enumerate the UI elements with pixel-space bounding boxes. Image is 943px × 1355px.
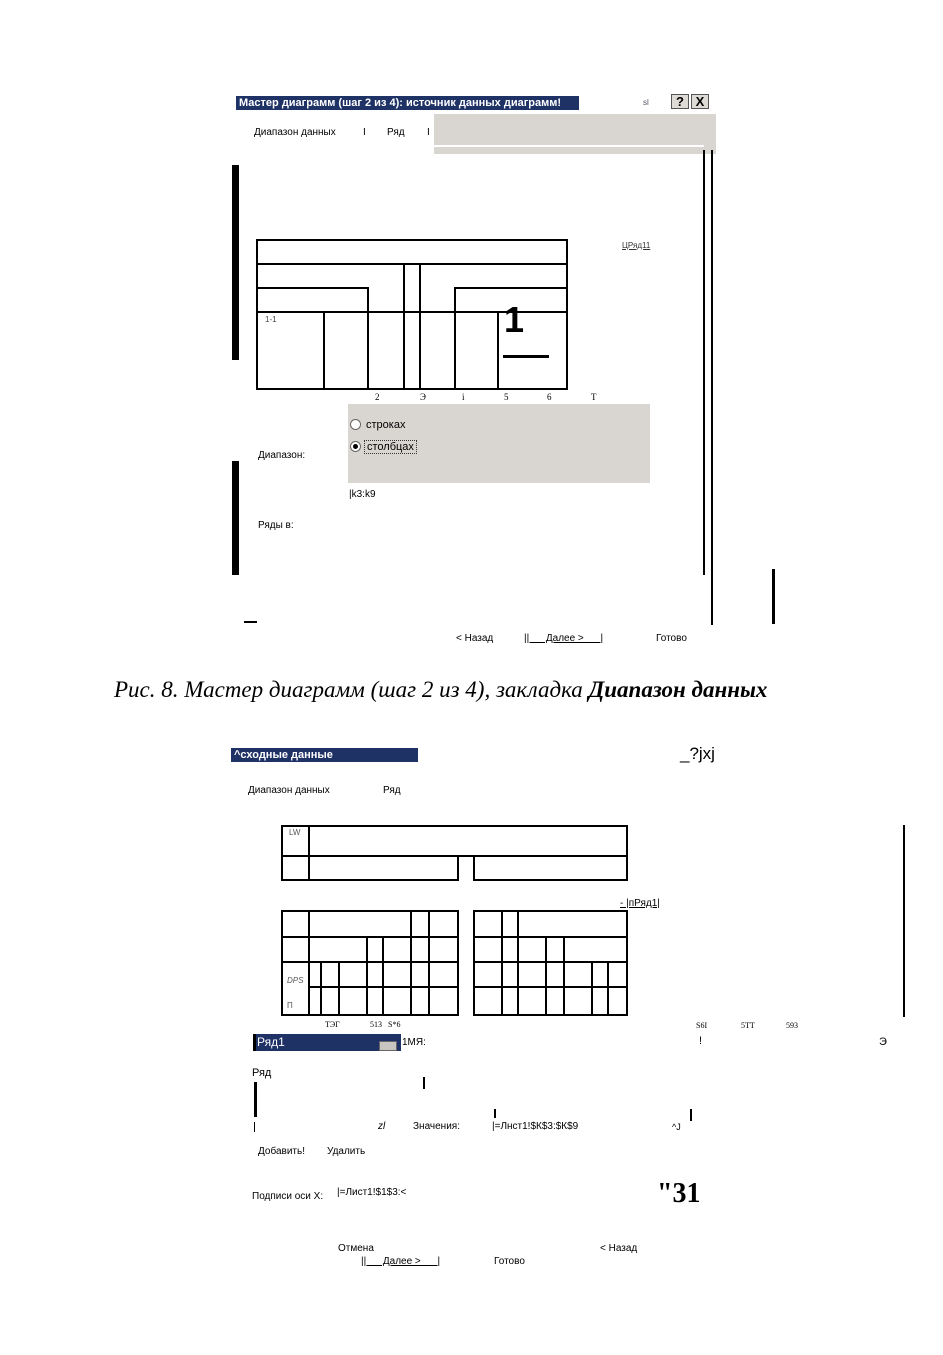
right-border-line <box>903 825 905 1017</box>
chart-column-line <box>497 311 499 389</box>
range-label: Диапазон: <box>258 450 306 461</box>
right-border-line <box>703 150 705 575</box>
back-button[interactable]: < Назад <box>600 1243 638 1254</box>
left-border-bar <box>232 165 239 360</box>
next-button[interactable]: || Далее > | <box>524 633 604 644</box>
chart-row-label: DPS <box>287 976 304 985</box>
add-button[interactable]: Добавить! <box>258 1146 305 1157</box>
chart-big-digit-underline <box>503 355 549 358</box>
close-button[interactable]: X <box>691 94 709 109</box>
dialog-2-title-bar: ^сходные данные <box>231 748 418 762</box>
chart-column-line <box>308 825 310 881</box>
x-axis-labels-label: Подписи оси X: <box>252 1191 324 1202</box>
finish-button[interactable]: Готово <box>656 633 687 644</box>
caption-prefix: Рис. 8. Мастер диаграмм (шаг 2 из 4), закладка <box>114 677 589 702</box>
axis-label: T <box>591 392 597 402</box>
tab-separator: I <box>427 127 430 138</box>
dialog-1-title-fragment: sl <box>643 98 649 107</box>
dialog-1 <box>0 0 943 660</box>
axis-label: 5TT <box>741 1021 755 1030</box>
dialog-2-window-controls[interactable]: _?jxj <box>680 744 715 763</box>
chart-column-line <box>323 311 325 389</box>
back-button[interactable]: < Назад <box>456 633 494 644</box>
chart-column-line <box>320 961 322 1016</box>
chart-gridline <box>256 263 568 265</box>
tab-range[interactable]: Диапазон данных <box>248 785 330 796</box>
collapse-button[interactable]: ^J <box>672 1122 681 1132</box>
chart-preview-right <box>473 910 628 1016</box>
tab-range[interactable]: Диапазон данных <box>254 127 336 138</box>
chart-gridline <box>473 961 628 963</box>
axis-label: 2 <box>375 392 380 402</box>
chart-column-line <box>382 936 384 1016</box>
series-list-selected-label: Ряд1 <box>257 1035 285 1049</box>
axis-label: i <box>462 392 465 402</box>
series-scroll-label: 1МЯ: <box>402 1037 426 1048</box>
chart-preview-top <box>281 825 628 881</box>
next-button[interactable]: || Далее > | <box>361 1256 441 1267</box>
tab-strip-background <box>434 114 716 154</box>
chart-row-label: П <box>287 1001 293 1010</box>
help-button[interactable]: ? <box>671 94 689 109</box>
page-number: "31 <box>657 1178 701 1209</box>
values-label: Значения: <box>413 1121 460 1132</box>
delete-button[interactable]: Удалить <box>327 1146 366 1157</box>
corner-mark <box>244 621 257 623</box>
series-list-scroll-button[interactable] <box>379 1041 397 1051</box>
chart-column-line <box>545 936 547 1016</box>
dialog-2 <box>0 700 943 1355</box>
chart-gridline <box>473 986 628 988</box>
radio-rows[interactable] <box>350 419 361 430</box>
collapse-button-tick <box>690 1109 692 1121</box>
tab-series[interactable]: Ряд <box>383 785 401 796</box>
caption-bold: Диапазон данных <box>588 677 768 702</box>
chart-gridline <box>281 855 628 857</box>
chart-column-line <box>338 961 340 1016</box>
axis-label: 593 <box>786 1021 798 1030</box>
series-zl-mark: zl <box>378 1121 386 1132</box>
tab-separator: I <box>363 127 366 138</box>
chart-column-line <box>473 855 475 881</box>
chart-column-line <box>607 961 609 1016</box>
chart-column-line <box>501 910 503 1016</box>
axis-label: S6I <box>696 1021 708 1030</box>
right-border-line <box>772 569 775 624</box>
chart-column-line <box>563 936 565 1016</box>
chart-column-line <box>308 910 310 1016</box>
values-field-tick <box>494 1109 496 1118</box>
dialog-1-title-bar: Мастер диаграмм (шаг 2 из 4): источник данных диаграмм! <box>236 96 579 110</box>
series-label: Ряд <box>252 1067 272 1079</box>
dialog-2-mark: Э <box>879 1036 887 1048</box>
chart-gridline-gap <box>368 287 454 290</box>
left-border-bar <box>232 461 239 575</box>
chart-column-line <box>367 287 369 389</box>
chart-column-line <box>454 287 456 389</box>
right-border-line <box>711 150 713 625</box>
radio-rows-label[interactable]: строках <box>366 419 406 431</box>
chart-column-line <box>366 936 368 1016</box>
chart-legend: ЦРяд11 <box>622 241 651 250</box>
series-list-tick <box>423 1077 425 1089</box>
axis-label: 513 <box>370 1020 382 1029</box>
x-axis-labels-input[interactable]: |=Лист1!$1$3:< <box>337 1187 407 1198</box>
axis-label: 5 <box>504 392 509 402</box>
chart-corner-label: LW <box>289 828 301 837</box>
range-input[interactable]: |k3:k9 <box>349 489 376 500</box>
chart-big-digit: 1 <box>504 299 525 340</box>
series-in-label: Ряды в: <box>258 520 294 531</box>
chart-column-line <box>410 910 412 1016</box>
radio-columns[interactable] <box>350 441 361 452</box>
axis-label: TЭГ <box>325 1020 340 1029</box>
chart-corner-label: 1-1 <box>265 315 277 324</box>
cancel-button[interactable]: Отмена <box>338 1243 374 1254</box>
radio-columns-label[interactable]: столбцах <box>364 440 417 454</box>
axis-label: Э <box>420 392 426 402</box>
chart-column-line <box>517 910 519 1016</box>
chart-legend: - |пРяд1| <box>620 898 660 909</box>
series-list-tick <box>254 1122 255 1132</box>
series-list-border <box>254 1082 257 1117</box>
axis-label: 6 <box>547 392 552 402</box>
chart-column-line <box>591 961 593 1016</box>
chart-gridline <box>473 936 628 938</box>
finish-button[interactable]: Готово <box>494 1256 525 1267</box>
values-input[interactable]: |=Лнст1!$К$3:$К$9 <box>492 1121 579 1132</box>
tab-strip-line <box>434 145 704 147</box>
tab-series[interactable]: Ряд <box>387 127 405 138</box>
chart-column-line <box>403 263 405 389</box>
chart-column-line <box>419 263 421 389</box>
dialog-2-mark: ! <box>699 1035 703 1047</box>
chart-gap <box>459 868 473 882</box>
axis-label: S*6 <box>388 1020 401 1029</box>
chart-column-line <box>428 910 430 1016</box>
